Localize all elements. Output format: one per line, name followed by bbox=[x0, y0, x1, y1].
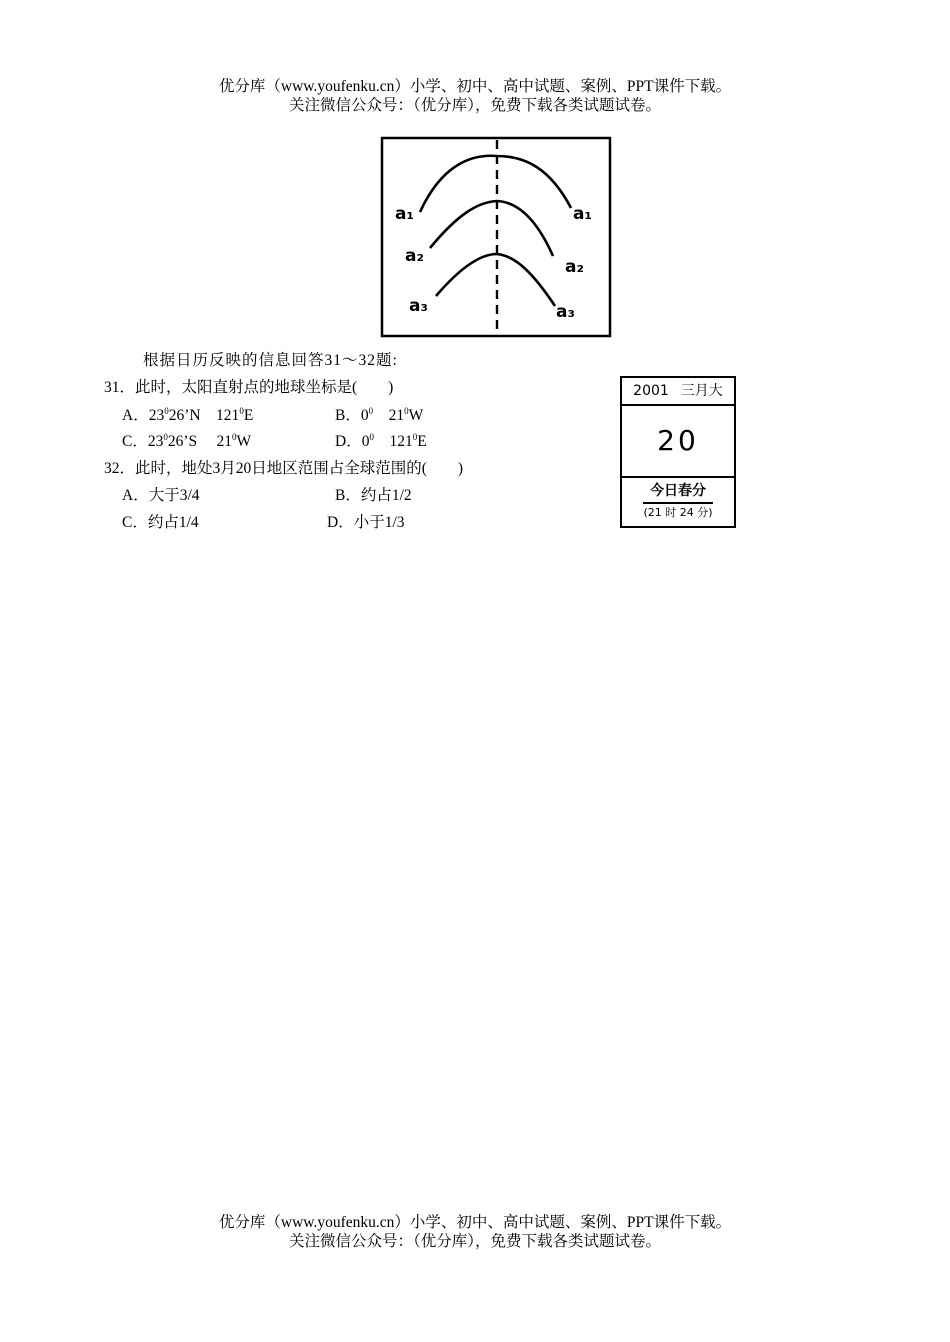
calendar-year: 2001 bbox=[633, 383, 669, 399]
page-footer bbox=[0, 1213, 950, 1251]
calendar-solar-term: 今日春分 bbox=[650, 483, 706, 499]
label-a1-left: a₁ bbox=[395, 204, 414, 224]
q31-option-a: A．$23^026’N$ $121^0E$ bbox=[122, 406, 254, 424]
q31-option-b: B．$0^0$ $21^0W$ bbox=[335, 406, 424, 424]
question-32-stem: 32．此时，地处3月20日地区范围占全球范围的( ) bbox=[104, 460, 464, 477]
question-intro: 根据日历反映的信息回答31～32题: bbox=[143, 352, 398, 369]
calendar-day: 20 bbox=[622, 406, 734, 478]
calendar-header bbox=[622, 378, 734, 406]
label-a1-right: a₁ bbox=[573, 204, 592, 224]
q32-option-d: D．小于1/3 bbox=[327, 514, 405, 531]
q32-option-c: C．约占1/4 bbox=[122, 514, 199, 531]
header-line-1: 优分库（www.youfenku.cn）小学、初中、高中试题、案例、PPT课件下载。 bbox=[218, 78, 732, 95]
q32-option-a: A．大于3/4 bbox=[122, 487, 200, 504]
calendar-divider bbox=[643, 502, 713, 504]
label-a2-left: a₂ bbox=[405, 246, 424, 266]
header-line-2: 关注微信公众号：（优分库），免费下载各类试题试卷。 bbox=[288, 97, 661, 114]
isoline-diagram bbox=[380, 136, 612, 338]
label-a3-right: a₃ bbox=[556, 302, 575, 322]
footer-line-1: 优分库（www.youfenku.cn）小学、初中、高中试题、案例、PPT课件下载。 bbox=[218, 1214, 732, 1231]
footer-line-2: 关注微信公众号：（优分库），免费下载各类试题试卷。 bbox=[288, 1233, 661, 1250]
page-header bbox=[0, 77, 950, 115]
label-a3-left: a₃ bbox=[409, 296, 428, 316]
question-31-stem: 31．此时，太阳直射点的地球坐标是( ) bbox=[104, 379, 394, 396]
calendar-page bbox=[620, 376, 736, 528]
label-a2-right: a₂ bbox=[565, 257, 584, 277]
calendar-time: (21 时 24 分) bbox=[643, 506, 713, 519]
q31-option-c: C．$23^026’S$ $21^0W$ bbox=[122, 432, 252, 450]
calendar-month: 三月大 bbox=[680, 383, 723, 399]
q32-option-b: B．约占1/2 bbox=[335, 487, 412, 504]
q31-option-d: D．$0^0$ $121^0E$ bbox=[335, 432, 427, 450]
